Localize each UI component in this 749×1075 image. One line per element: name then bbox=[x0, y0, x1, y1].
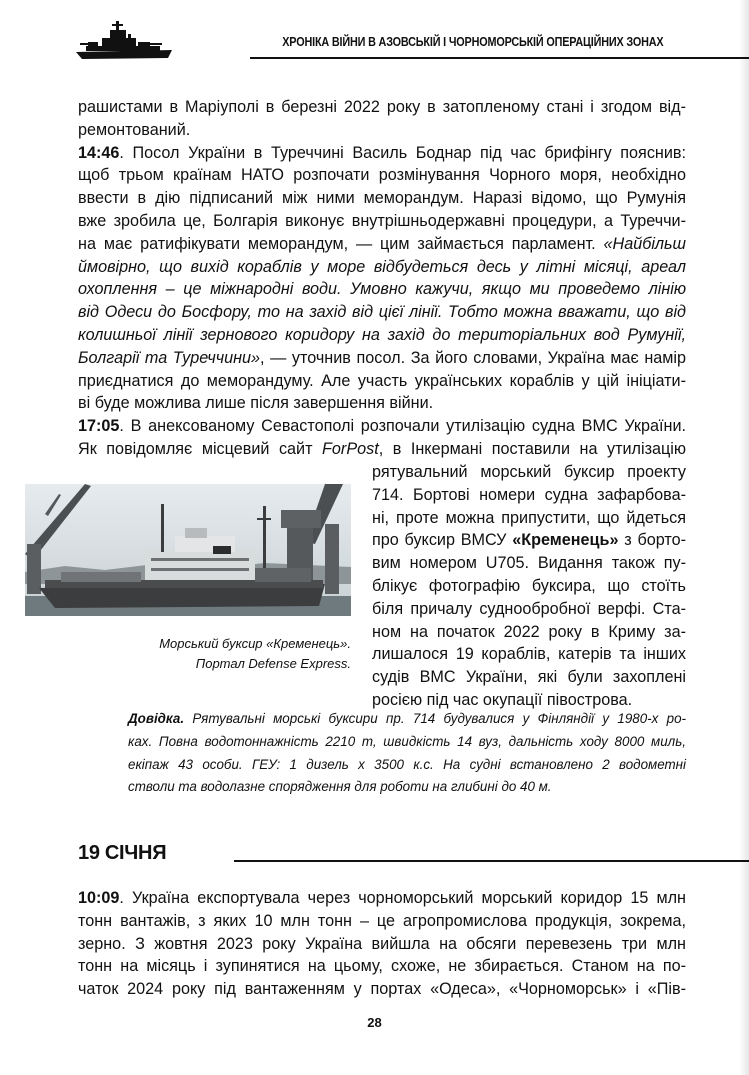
text-line: лишалося 19 кораблів, катерів та інших bbox=[372, 645, 686, 664]
text-line: блікує фотографію буксира, що стоїть bbox=[372, 576, 686, 595]
text-line: зерно. З жовтня 2023 року Україна вийшла на обсяги перевезень три млн bbox=[78, 934, 686, 953]
quote-line: колишньої лінії зернового коридору на захід до територіальних вод Румунії, bbox=[78, 325, 686, 344]
reference-note bbox=[128, 708, 686, 799]
text-line: на має ратифікувати меморандум, — цим займається парламент. «Найбільш bbox=[78, 234, 686, 253]
quote-line: охоплення – це міжнародні води. Умовно кажучи, якщо ми проведемо лінію bbox=[78, 280, 686, 299]
text-line: вже зробила це, Болгарія виконує внутрішньодержавні процедури, а Туреччи- bbox=[78, 211, 686, 230]
text-line: приєднатися до меморандуму. Але участь українських кораблів у цій ініціати- bbox=[78, 371, 686, 390]
running-header bbox=[76, 14, 688, 64]
body-text-bottom bbox=[78, 887, 686, 1001]
entry-1705-line: 17:05. В анексованому Севастополі розпочали утилізацію судна ВМС України. bbox=[78, 417, 686, 436]
section-rule bbox=[234, 860, 749, 862]
caption-source: Портал Defense Express. bbox=[195, 656, 351, 671]
text-line: тонн вантажів, з яких 10 млн тонн – це агропромислова продукція, зокрема, bbox=[78, 911, 686, 930]
text-line: Як повідомляє місцевий сайт ForPost, в Інкермані поставили на утилізацію bbox=[78, 439, 686, 458]
quote-text: «Найбільш bbox=[603, 234, 686, 253]
text-line: вим номером U705. Видання також пу- bbox=[372, 554, 686, 573]
note-line: екіпаж 43 особи. ГЕУ: 1 дизель х 3500 к.с. На судні встановлено 2 водометні bbox=[128, 756, 686, 772]
header-rule bbox=[250, 57, 749, 59]
note-label: Довідка. bbox=[128, 711, 185, 726]
section-heading bbox=[78, 842, 686, 868]
caption-line: Морський буксир «Кременець». bbox=[159, 636, 351, 651]
entry-time: 14:46 bbox=[78, 143, 120, 162]
text-line: судів ВМС України, які були захоплені bbox=[372, 668, 686, 687]
entry-1009-line: 10:09. Україна експортувала через чорноморський морський коридор 15 млн bbox=[78, 889, 686, 907]
header-title: ХРОНІКА ВІЙНИ В АЗОВСЬКІЙ І ЧОРНОМОРСЬКІЙ ОПЕРАЦІЙНИХ ЗОНАХ bbox=[282, 35, 664, 49]
text-line: щоб трьом країнам НАТО розпочати розмінування Чорного моря, необхідно bbox=[78, 166, 686, 185]
ship-name: «Кременець» bbox=[512, 531, 619, 550]
warship-icon bbox=[76, 18, 172, 62]
body-text-top bbox=[78, 96, 686, 461]
tugboat-photo bbox=[25, 484, 351, 616]
entry-time: 17:05 bbox=[78, 417, 120, 436]
entry-time: 10:09 bbox=[78, 889, 120, 907]
photo-caption bbox=[25, 634, 351, 674]
quote-text: Болгарії та Туреччини» bbox=[78, 348, 261, 367]
text-line: біля причалу суднообробної верфі. Ста- bbox=[372, 599, 686, 618]
text-line: про буксир ВМСУ «Кременець» з борто- bbox=[372, 531, 686, 550]
text-line: рятувальний морський буксир проекту bbox=[372, 463, 686, 481]
note-line: стволи та водолазне спорядження для роботи на глибині до 40 м. bbox=[128, 779, 552, 795]
text-line: ремонтований. bbox=[78, 120, 191, 139]
text-line: ні, проте можна припустити, що йдеться bbox=[372, 508, 686, 527]
body-text-right-column bbox=[372, 461, 686, 712]
text-line: рашистами в Маріуполі в березні 2022 року в затопленому стані і згодом від- bbox=[78, 98, 686, 116]
text-line: ввести в дію підписаний між ними меморандум. Наразі відомо, що Румунія bbox=[78, 189, 686, 208]
text-line: росією під час окупації півострова. bbox=[372, 690, 633, 709]
text-line: ном на початок 2022 року в Криму за- bbox=[372, 622, 686, 641]
entry-1446-line: 14:46. Посол України в Туреччині Василь Боднар під час брифінгу пояснив: bbox=[78, 143, 686, 162]
text-line: Болгарії та Туреччини», — уточнив посол. За його словами, Україна має намір bbox=[78, 348, 686, 367]
quote-line: ймовірно, що вихід кораблів у море відбудеться десь у літні місяці, ареал bbox=[78, 257, 686, 276]
page-number: 28 bbox=[367, 1015, 382, 1030]
text-line: тонн на місяць і зупинятися на цьому, схоже, не збирається. Станом на по- bbox=[78, 957, 686, 976]
text-line: ві буде можлива лише після завершення війни. bbox=[78, 394, 434, 413]
text-line: 714. Бортові номери судна зафарбова- bbox=[372, 485, 686, 504]
note-line: ках. Повна водотоннажність 2210 т, швидкість 14 вуз, дальність ходу 8000 миль, bbox=[128, 733, 686, 749]
quote-line: від Одеси до Босфору, то на захід від цієї лінії. Тобто можна вважати, що від bbox=[78, 303, 686, 322]
note-line: Довідка. Рятувальні морські буксири пр. 714 будувалися у Фінляндії у 1980-х ро- bbox=[128, 711, 686, 726]
source-name: ForPost bbox=[322, 439, 379, 458]
text-line: чаток 2024 року під вантаженням у портах «Одеса», «Чорноморськ» і «Пів- bbox=[78, 980, 686, 999]
section-title: 19 СІЧНЯ bbox=[78, 842, 167, 864]
page-edge-shadow bbox=[739, 0, 749, 1075]
